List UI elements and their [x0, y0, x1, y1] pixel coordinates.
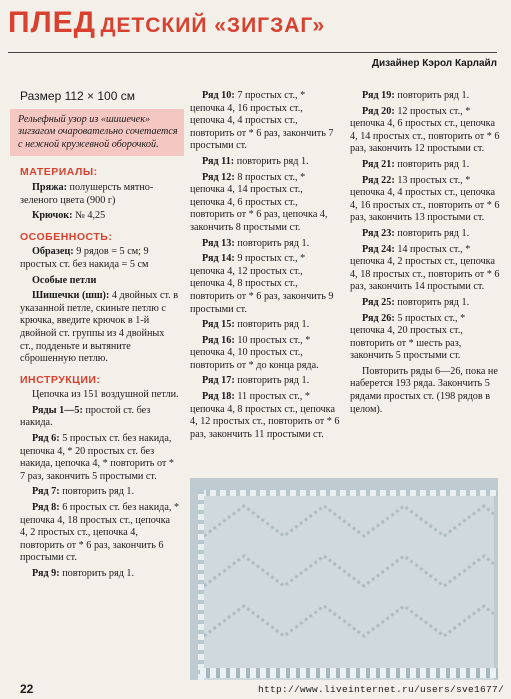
row-20 — [350, 106, 500, 156]
row-label: Ряд 24: — [362, 243, 395, 255]
gauge-line — [20, 246, 180, 271]
yarn-text: полушерсть мятно-зеленого цвета (900 г) — [20, 181, 154, 206]
row-text: 6 простых ст. без накида, * цепочка 4, 18 простых ст., цепочка 4, 2 простых ст., цепочка 4, повторить от * 6 раз, закончить 6 простыми ст. — [20, 502, 180, 564]
row-text: повторить ряд 1. — [397, 90, 470, 101]
lace-edge-bottom — [200, 668, 498, 678]
row-label: Ряд 7: — [32, 486, 60, 498]
hook-label: Крючок: — [32, 210, 73, 222]
lace-edge-top — [200, 490, 498, 496]
materials-heading: МАТЕРИАЛЫ: — [20, 166, 98, 179]
row-16 — [190, 335, 340, 373]
row-7 — [20, 486, 180, 499]
row-label: Ряд 26: — [362, 312, 395, 324]
row-14 — [190, 253, 340, 316]
row-text: 11 простых ст., * цепочка 4, 8 простых ст., цепочка 4, 12 простых ст., повторить от * 6 раз, закончить 11 простыми ст. — [190, 391, 340, 440]
row-15 — [190, 319, 340, 332]
designer-credit: Дизайнер Кэрол Карлайл — [371, 58, 497, 69]
row-text: 10 простых ст., * цепочка 4, 10 простых ст., повторить от * до конца ряда. — [190, 334, 319, 371]
row-text: повторить ряд 1. — [237, 375, 310, 387]
bobble-label: Шишечки (шш): — [32, 290, 110, 302]
row-text: 5 простых ст., * цепочка 4, 20 простых ст., повторить от * шесть раз, закончить 5 простыми ст. — [350, 312, 466, 362]
row-label: Ряд 12: — [202, 171, 235, 183]
row-18 — [190, 391, 340, 441]
gauge-text: 9 рядов = 5 см; 9 простых ст. без накида = 5 см — [20, 246, 149, 270]
row-22 — [350, 175, 500, 225]
row-text: 7 простых ст., * цепочка 4, 16 простых ст., цепочка 4, 4 простых ст., повторить от * 6 раз, закончить 7 простыми ст. — [190, 90, 334, 152]
row-text: простой ст. без накида. — [20, 404, 151, 429]
row-21 — [350, 159, 500, 172]
row-text: повторить ряд 1. — [397, 227, 470, 239]
row-label: Ряд 18: — [202, 391, 235, 403]
row-text: 9 простых ст., * цепочка 4, 12 простых ст., цепочка 4, 8 простых ст., повторить от * 6 раз, закончить 9 простыми ст. — [190, 253, 334, 315]
row-label: Ряд 22: — [362, 174, 395, 186]
row-25 — [350, 297, 500, 310]
row-label: Ряд 14: — [202, 253, 235, 265]
blanket-photo — [190, 478, 498, 680]
intro-box: Рельефный узор из «шишечек» зигзагом очаровательно сочетается с нежной кружевной оборочкой. — [10, 109, 184, 157]
row-9 — [20, 568, 180, 581]
hook-line — [20, 210, 180, 223]
row-17 — [190, 375, 340, 388]
row-text: 13 простых ст., * цепочка 4, 4 простых ст., цепочка 4, 16 простых ст., повторить от * 6 раз, закончить 13 простыми ст. — [350, 174, 500, 224]
row-19 — [350, 90, 500, 103]
page-title — [8, 6, 325, 40]
row-text: повторить ряд 1. — [62, 568, 135, 579]
row-label: Ряд 17: — [202, 375, 235, 387]
row-10 — [190, 90, 340, 153]
bobble-line — [20, 290, 180, 366]
instructions-heading: ИНСТРУКЦИИ: — [20, 373, 101, 386]
row-text: повторить ряд 1. — [237, 237, 310, 249]
features-heading: ОСОБЕННОСТЬ: — [20, 230, 113, 243]
yarn-line — [20, 182, 180, 207]
size-line: Размер 112 × 100 см — [20, 89, 135, 103]
row-label: Ряды 1—5: — [32, 404, 83, 416]
row-label: Ряд 25: — [362, 296, 395, 308]
chain-line: Цепочка из 151 воздушной петли. — [32, 389, 179, 401]
row-label: Ряд 16: — [202, 334, 235, 346]
row-label: Ряд 10: — [202, 90, 235, 101]
row-text: повторить ряд 1. — [236, 155, 309, 167]
row-label: Ряд 6: — [32, 433, 60, 445]
row-label: Ряд 19: — [362, 90, 395, 101]
row-text: повторить ряд 1. — [62, 486, 135, 498]
title-sub: ДЕТСКИЙ «ЗИГЗАГ» — [100, 14, 326, 37]
blanket-body — [204, 496, 494, 680]
row-text: 8 простых ст., * цепочка 4, 14 простых ст., цепочка 4, 6 простых ст., повторить от * 6 раз, цепочка 4, закончить 8 простыми ст. — [190, 171, 328, 233]
row-label: Ряд 9: — [32, 568, 60, 579]
page-number: 22 — [20, 682, 34, 696]
row-text: 5 простых ст. без накида, цепочка 4, * 20 простых ст. без накида, цепочка 4, * повторить от * 7 раз, закончить 5 простыми ст. — [20, 433, 175, 482]
row-23 — [350, 228, 500, 241]
row-1-5 — [20, 405, 180, 430]
header-rule — [8, 52, 497, 53]
row-11 — [190, 156, 340, 169]
column-right — [350, 90, 500, 419]
row-text: 12 простых ст., * цепочка 4, 6 простых ст., цепочка 4, 14 простых ст., повторить от * 6 раз, закончить 12 простыми ст. — [350, 105, 500, 155]
lace-edge-left — [198, 490, 204, 680]
row-label: Ряд 15: — [202, 319, 235, 331]
zigzag-pattern — [204, 496, 494, 680]
row-8 — [20, 502, 180, 565]
column-middle — [190, 90, 340, 444]
row-13 — [190, 238, 340, 251]
row-label: Ряд 11: — [202, 155, 235, 167]
row-label: Ряд 8: — [32, 502, 60, 514]
row-6 — [20, 433, 180, 483]
row-label: Ряд 20: — [362, 105, 395, 117]
special-heading: Особые петли — [32, 274, 97, 286]
row-label: Ряд 13: — [202, 237, 235, 249]
hook-text: № 4,25 — [75, 210, 106, 222]
repeat-instruction: Повторить ряды 6—26, пока не наберется 193 ряда. Закончить 5 рядами простых ст. (198 рядов в целом). — [350, 365, 498, 415]
row-label: Ряд 21: — [362, 158, 395, 170]
row-text: повторить ряд 1. — [397, 296, 470, 308]
title-main: ПЛЕД — [8, 6, 96, 39]
row-text: 14 простых ст., * цепочка 4, 2 простых ст., цепочка 4, 18 простых ст., повторить от * 6 раз, закончить 14 простыми ст. — [350, 243, 500, 293]
row-text: повторить ряд 1. — [237, 319, 310, 331]
source-url: http://www.liveinternet.ru/users/sve1677/ — [258, 684, 505, 695]
row-24 — [350, 244, 500, 294]
row-text: повторить ряд 1. — [397, 158, 470, 170]
row-26 — [350, 313, 500, 363]
column-left — [20, 90, 180, 584]
row-12 — [190, 172, 340, 235]
bobble-text: 4 двойных ст. в указанной петле, скиньте петлю с крючка, введите крючок в 1-й двойной ст. группы из 4 двойных ст., подденьте и вытяните сброшенную петлю. — [20, 290, 179, 365]
row-label: Ряд 23: — [362, 227, 395, 239]
gauge-label: Образец: — [32, 246, 74, 258]
yarn-label: Пряжа: — [32, 181, 67, 193]
